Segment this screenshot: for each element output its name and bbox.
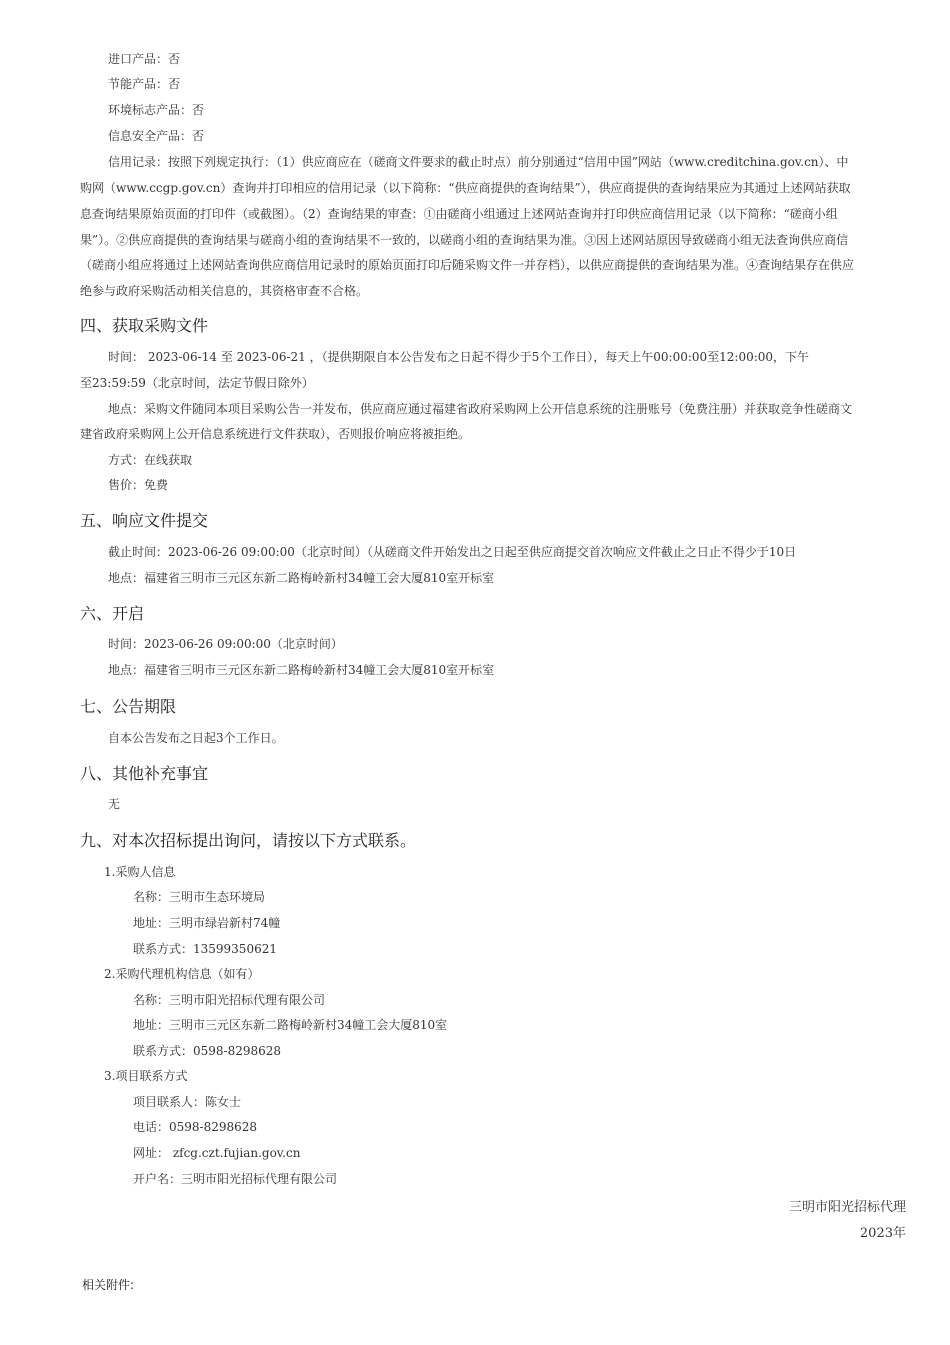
section-heading-contact: 九、对本次招标提出询问，请按以下方式联系。: [80, 831, 417, 850]
credit-record-line: 购网（www.ccgp.gov.cn）查询并打印相应的信用记录（以下简称：“供应商提供的查询结果”），供应商提供的查询结果应为其通过上述网站获取: [80, 181, 851, 195]
credit-record-line: 果”）。②供应商提供的查询结果与磋商小组的查询结果不一致的，以磋商小组的查询结果为准。③因上述网站原因导致磋商小组无法查询供应商信: [80, 233, 849, 247]
section-heading-response-submit: 五、响应文件提交: [80, 511, 209, 530]
info-security-flag: 信息安全产品：否: [108, 129, 205, 143]
project-account-name: 开户名：三明市阳光招标代理有限公司: [133, 1172, 338, 1186]
project-website: 网址： zfcg.czt.fujian.gov.cn: [133, 1146, 301, 1160]
attachments-label: 相关附件:: [82, 1278, 135, 1292]
section-heading-obtain-docs: 四、获取采购文件: [80, 316, 209, 335]
submit-deadline: 截止时间：2023-06-26 09:00:00（北京时间）（从磋商文件开始发出之日起至供应商提交首次响应文件截止之日止不得少于10日: [108, 545, 797, 559]
signature-organization: 三明市阳光招标代理: [788, 1200, 906, 1215]
obtain-time-cont: 至23:59:59（北京时间，法定节假日除外）: [80, 376, 314, 390]
credit-record-line: 息查询结果原始页面的打印件（或截图）。（2）查询结果的审查：①由磋商小组通过上述网站查询并打印供应商信用记录（以下简称：“磋商小组: [80, 207, 838, 221]
buyer-address: 地址：三明市绿岩新村74幢: [133, 916, 281, 930]
buyer-contact: 联系方式：13599350621: [133, 942, 277, 956]
opening-place: 地点：福建省三明市三元区东新二路梅岭新村34幢工会大厦810室开标室: [108, 663, 495, 677]
agent-info-title: 2.采购代理机构信息（如有）: [104, 967, 260, 981]
submit-place: 地点：福建省三明市三元区东新二路梅岭新村34幢工会大厦810室开标室: [108, 571, 495, 585]
buyer-name: 名称：三明市生态环境局: [133, 890, 266, 904]
credit-record-line: 绝参与政府采购活动相关信息的，其资格审查不合格。: [80, 284, 369, 298]
opening-time: 时间：2023-06-26 09:00:00（北京时间）: [108, 637, 343, 651]
project-phone: 电话：0598-8298628: [133, 1120, 258, 1134]
project-contact-person: 项目联系人：陈女士: [133, 1095, 242, 1109]
project-contact-title: 3.项目联系方式: [104, 1069, 188, 1083]
credit-record-line: 信用记录：按照下列规定执行：（1）供应商应在（磋商文件要求的截止时点）前分别通过“信用中国”网站（www.creditchina.gov.cn）、中: [108, 155, 849, 169]
section-heading-notice-period: 七、公告期限: [80, 697, 177, 716]
agent-address: 地址：三明市三元区东新二路梅岭新村34幢工会大厦810室: [133, 1018, 448, 1032]
agent-contact: 联系方式：0598-8298628: [133, 1044, 282, 1058]
obtain-place: 地点：采购文件随同本项目采购公告一并发布，供应商应通过福建省政府采购网上公开信息系统的注册账号（免费注册）并获取竞争性磋商文: [108, 402, 853, 416]
other-matters-text: 无: [108, 797, 121, 811]
import-product-flag: 进口产品：否: [108, 52, 181, 66]
section-heading-opening: 六、开启: [80, 604, 145, 623]
agent-name: 名称：三明市阳光招标代理有限公司: [133, 993, 326, 1007]
credit-record-line: （磋商小组应将通过上述网站查询供应商信用记录时的原始页面打印后随采购文件一并存档），以供应商提供的查询结果为准。④查询结果存在供应: [80, 258, 855, 272]
buyer-info-title: 1.采购人信息: [104, 865, 176, 879]
notice-period-text: 自本公告发布之日起3个工作日。: [108, 731, 284, 745]
obtain-time: 时间： 2023-06-14 至 2023-06-21 ，（提供期限自本公告发布之日起不得少于5个工作日），每天上午00:00:00至12:00:00，下午: [108, 350, 810, 364]
signature-date: 2023年: [859, 1226, 906, 1241]
environment-label-flag: 环境标志产品：否: [108, 103, 205, 117]
section-heading-other-matters: 八、其他补充事宜: [80, 764, 209, 783]
obtain-place-cont: 建省政府采购网上公开信息系统进行文件获取），否则报价响应将被拒绝。: [80, 427, 471, 441]
obtain-method: 方式：在线获取: [108, 453, 193, 467]
energy-saving-flag: 节能产品：否: [108, 77, 181, 91]
obtain-price: 售价：免费: [108, 478, 169, 492]
